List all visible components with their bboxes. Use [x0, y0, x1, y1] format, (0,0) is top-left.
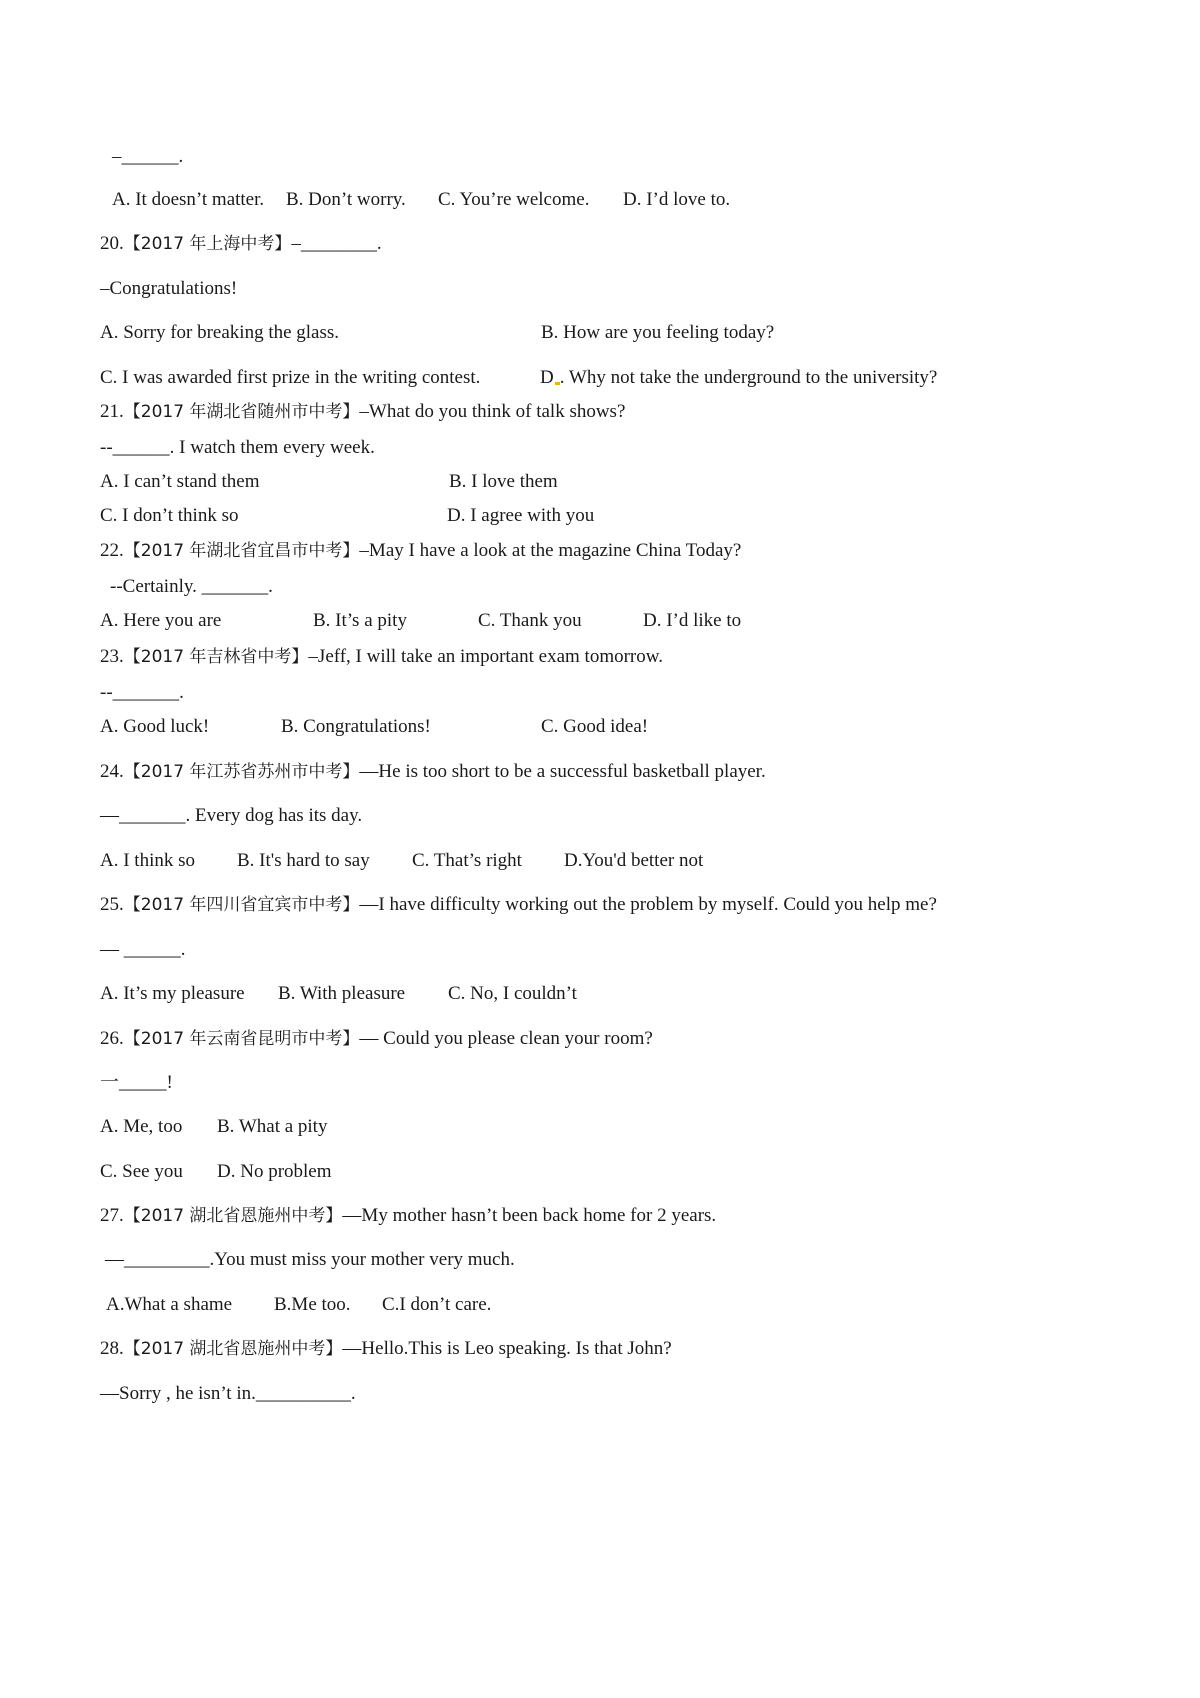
q27-option-a: A.What a shame	[106, 1294, 233, 1315]
q19-option-a: A. It doesn’t matter.	[112, 189, 265, 210]
q25-prompt: —I have difficulty working out the problem by myself. Could you help me?	[359, 894, 937, 915]
q24-number: 24.	[100, 761, 124, 782]
q20-number: 20.	[100, 233, 124, 254]
q20-source: 【2017 年上海中考】	[123, 234, 292, 254]
q24-stem	[100, 762, 766, 781]
q21-reply: --______. I watch them every week.	[100, 437, 375, 458]
q20-option-d	[540, 368, 937, 387]
q26-reply: 一_____!	[100, 1072, 173, 1093]
q28-reply: —Sorry , he isn’t in.__________.	[100, 1383, 356, 1404]
q21-source: 【2017 年湖北省随州市中考】	[123, 402, 360, 422]
q22-option-c: C. Thank you	[478, 610, 582, 631]
q21-option-c: C. I don’t think so	[100, 505, 239, 526]
q24-option-a: A. I think so	[100, 850, 195, 871]
q21-option-d: D. I agree with you	[447, 505, 595, 526]
q22-reply: --Certainly. _______.	[110, 576, 273, 597]
q19-option-c: C. You’re welcome.	[438, 189, 590, 210]
q19-option-b: B. Don’t worry.	[286, 189, 406, 210]
q24-source: 【2017 年江苏省苏州市中考】	[123, 762, 360, 782]
q28-prompt: —Hello.This is Leo speaking. Is that John?	[342, 1338, 672, 1359]
q22-option-b: B. It’s a pity	[313, 610, 407, 631]
q25-source: 【2017 年四川省宜宾市中考】	[123, 895, 360, 915]
q27-prompt: —My mother hasn’t been back home for 2 years.	[342, 1205, 717, 1226]
q20-prompt: –________.	[291, 233, 382, 254]
q19-reply: –______.	[112, 146, 184, 167]
q27-reply: —_________.You must miss your mother very much.	[105, 1249, 515, 1270]
q25-option-c: C. No, I couldn’t	[448, 983, 577, 1004]
q26-prompt: — Could you please clean your room?	[359, 1028, 653, 1049]
q20-option-d-text: . Why not take the underground to the university?	[559, 367, 938, 388]
q23-prompt: –Jeff, I will take an important exam tomorrow.	[308, 646, 663, 667]
q26-number: 26.	[100, 1028, 124, 1049]
q23-option-a: A. Good luck!	[100, 716, 210, 737]
q21-number: 21.	[100, 401, 124, 422]
q26-option-c: C. See you	[100, 1161, 183, 1182]
q21-stem	[100, 402, 625, 421]
q23-reply: --_______.	[100, 682, 184, 703]
q25-option-a: A. It’s my pleasure	[100, 983, 245, 1004]
q22-number: 22.	[100, 540, 124, 561]
q28-number: 28.	[100, 1338, 124, 1359]
q26-stem	[100, 1029, 653, 1048]
q19-option-d: D. I’d love to.	[623, 189, 731, 210]
q26-option-d: D. No problem	[217, 1161, 332, 1182]
q28-source: 【2017 湖北省恩施州中考】	[123, 1339, 343, 1359]
q27-number: 27.	[100, 1205, 124, 1226]
q27-option-c: C.I don’t care.	[382, 1294, 492, 1315]
q22-option-d: D. I’d like to	[643, 610, 742, 631]
q21-option-a: A. I can’t stand them	[100, 471, 260, 492]
q23-stem	[100, 647, 663, 666]
q22-source: 【2017 年湖北省宜昌市中考】	[123, 541, 360, 561]
q26-option-a: A. Me, too	[100, 1116, 183, 1137]
q22-prompt: –May I have a look at the magazine China Today?	[359, 540, 742, 561]
q26-source: 【2017 年云南省昆明市中考】	[123, 1029, 360, 1049]
q24-option-b: B. It's hard to say	[237, 850, 370, 871]
q25-reply: — ______.	[100, 939, 186, 960]
q20-option-a: A. Sorry for breaking the glass.	[100, 322, 340, 343]
q23-option-b: B. Congratulations!	[281, 716, 431, 737]
q24-prompt: —He is too short to be a successful basketball player.	[359, 761, 766, 782]
q27-stem	[100, 1206, 716, 1225]
q27-source: 【2017 湖北省恩施州中考】	[123, 1206, 343, 1226]
q20-reply: –Congratulations!	[100, 278, 238, 299]
q20-option-d-letter: D	[540, 367, 554, 388]
q20-option-b: B. How are you feeling today?	[541, 322, 775, 343]
q24-reply: —_______. Every dog has its day.	[100, 805, 363, 826]
q25-option-b: B. With pleasure	[278, 983, 406, 1004]
q28-stem	[100, 1339, 672, 1358]
q25-number: 25.	[100, 894, 124, 915]
q27-option-b: B.Me too.	[274, 1294, 351, 1315]
q23-option-c: C. Good idea!	[541, 716, 649, 737]
q24-option-c: C. That’s right	[412, 850, 522, 871]
q22-option-a: A. Here you are	[100, 610, 222, 631]
q22-stem	[100, 541, 741, 560]
q26-option-b: B. What a pity	[217, 1116, 328, 1137]
q21-prompt: –What do you think of talk shows?	[359, 401, 626, 422]
q23-number: 23.	[100, 646, 124, 667]
q20-option-c: C. I was awarded first prize in the writing contest.	[100, 367, 481, 388]
q24-option-d: D.You'd better not	[564, 850, 704, 871]
q25-stem	[100, 895, 937, 914]
q20-stem	[100, 234, 382, 253]
q21-option-b: B. I love them	[449, 471, 558, 492]
q23-source: 【2017 年吉林省中考】	[123, 647, 309, 667]
